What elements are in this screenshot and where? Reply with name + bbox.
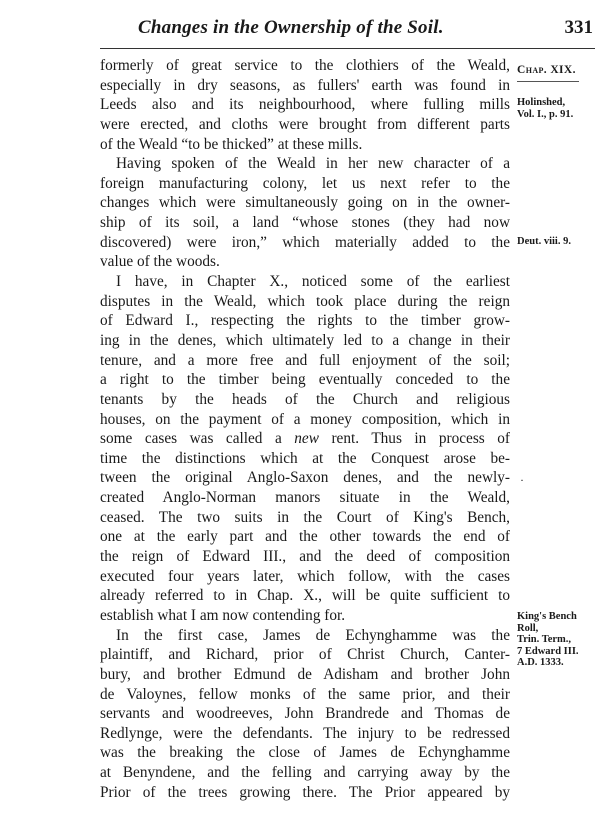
text-line: ship of its soil, a land “whose stones (they had now xyxy=(100,214,510,232)
text-line: executed four years later, which follow, with the cases xyxy=(100,567,510,585)
text-line: de Valoynes, fellow monks of the same prior, and their xyxy=(100,685,510,703)
text-line: the reign of Edward III., and the deed of composition xyxy=(100,548,510,566)
margin-note-chapter xyxy=(517,64,599,82)
text-line: already referred to in Chap. X., will be quite sufficient to xyxy=(100,587,510,605)
margin-note-line: Vol. I., p. 91. xyxy=(517,109,574,120)
body-text xyxy=(100,56,510,802)
text-line: one at the early part and the other towards the end of xyxy=(100,528,510,546)
text-line: were erected, and cloths were brought from different parts xyxy=(100,115,510,133)
margin-note-line: Holinshed, xyxy=(517,97,566,108)
text-line: ing in the denes, which ultimately led to a change in their xyxy=(100,331,510,349)
text-line: discovered) were iron,” which materially added to the xyxy=(100,233,510,251)
text-line: of Edward I., respecting the rights to the timber grow- xyxy=(100,312,510,330)
text-line: some cases was called a new rent. Thus in process of xyxy=(100,430,510,448)
italic-word: new xyxy=(294,430,319,448)
text-line: value of the woods. xyxy=(100,253,220,271)
margin-note-holinshed xyxy=(517,97,599,121)
text-line: tween the original Anglo-Saxon denes, and the newly- xyxy=(100,469,510,487)
margin-note-line: 7 Edward III. xyxy=(517,645,579,657)
chapter-reference: Chap. XIX. xyxy=(517,64,576,76)
chapter-rule xyxy=(517,81,579,82)
text-line: disputes in the Weald, which took place during the reign xyxy=(100,292,510,310)
text-line: houses, on the payment of a money composition, which in xyxy=(100,410,510,428)
text-line: Redlynge, were the defendants. The injury to be redressed xyxy=(100,724,510,742)
text-line: In the first case, James de Echynghamme was the xyxy=(116,626,510,644)
text-line: changes which were simultaneously going on in the owner- xyxy=(100,194,510,212)
text-line: servants and woodreeves, John Brandrede and Thomas de xyxy=(100,705,510,723)
text-line: establish what I am now contending for. xyxy=(100,606,346,624)
text-line: formerly of great service to the clothiers of the Weald, xyxy=(100,57,510,74)
stray-mark: · xyxy=(520,473,524,487)
text-line: foreign manufacturing colony, let us next refer to the xyxy=(100,174,510,192)
text-line: Leeds also and its neighbourhood, where fulling mills xyxy=(100,96,510,114)
text-line: tenants by the heads of the Church and religious xyxy=(100,390,510,408)
text-line: Prior of the trees growing there. The Prior appeared by xyxy=(100,783,510,801)
text-line: Having spoken of the Weald in her new character of a xyxy=(116,155,510,173)
margin-note-line: A.D. 1333. xyxy=(517,657,564,668)
text-line: of the Weald “to be thicked” at these mills. xyxy=(100,135,363,153)
page-header xyxy=(100,8,595,49)
margin-note-line: Roll, xyxy=(517,622,539,634)
text-line: I have, in Chapter X., noticed some of the earliest xyxy=(116,273,510,291)
text-line: time the distinctions which at the Conquest arose be- xyxy=(100,449,510,467)
margin-note-line: Deut. viii. 9. xyxy=(517,236,571,247)
margin-note-line: Trin. Term., xyxy=(517,634,572,645)
text-line: a right to the timber being eventually conceded to the xyxy=(100,371,510,389)
text-line: especially in dry seasons, as fullers' earth was found in xyxy=(100,76,510,94)
text-line: bury, and brother Edmund de Adisham and brother John xyxy=(100,665,510,683)
text-line: created Anglo-Norman manors situate in the Weald, xyxy=(100,489,510,507)
text-line: tenure, and a more free and full enjoyment of the soil; xyxy=(100,351,510,369)
running-head: Changes in the Ownership of the Soil. xyxy=(138,17,444,38)
page-number: 331 xyxy=(564,17,593,38)
margin-note-deut xyxy=(517,236,599,248)
margin-note-kings-bench xyxy=(517,611,599,669)
text-line: at Benyndene, and the felling and carrying away by the xyxy=(100,764,510,782)
margin-note-line: King's Bench xyxy=(517,611,577,622)
text-line: plaintiff, and Richard, prior of Christ Church, Canter- xyxy=(100,646,510,664)
text-line: ceased. The two suits in the Court of King's Bench, xyxy=(100,508,510,526)
text-line: was the breaking the close of James de Echynghamme xyxy=(100,744,510,762)
